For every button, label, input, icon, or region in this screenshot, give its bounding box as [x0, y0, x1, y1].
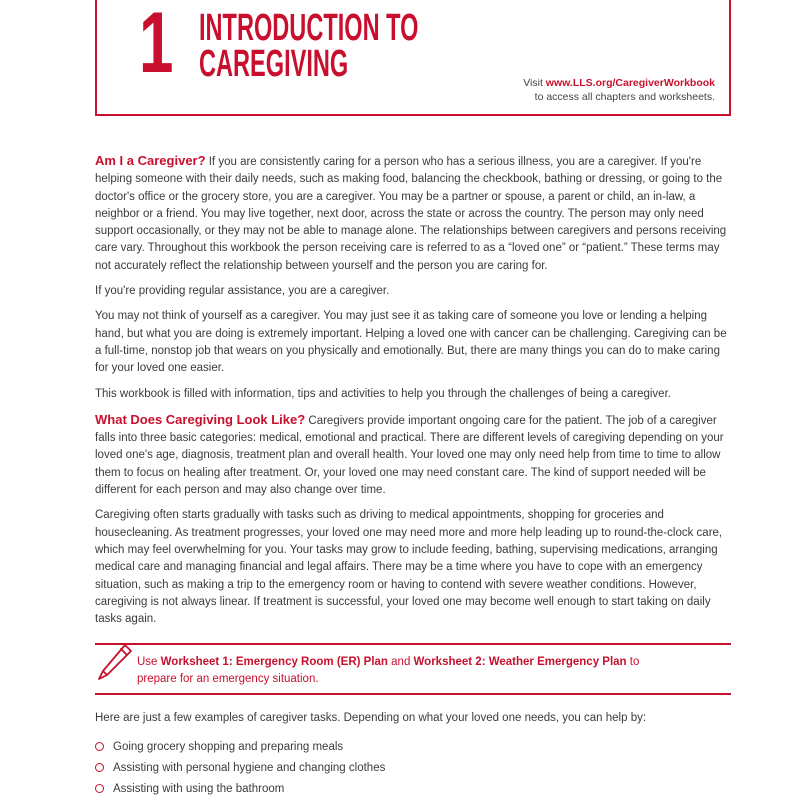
callout-middle: and [387, 656, 414, 668]
chapter-number: 1 [139, 0, 174, 91]
worksheet-2-link[interactable]: Worksheet 2: Weather Emergency Plan [413, 656, 627, 668]
visit-suffix: to access all chapters and worksheets. [534, 91, 715, 103]
chapter-title-line2: CAREGIVING [199, 43, 349, 85]
visit-prefix: Visit [523, 77, 546, 89]
paragraph-what-does-caregiving [95, 411, 735, 499]
paragraph-regular-assistance: If you're providing regular assistance, you are a caregiver. [95, 285, 390, 298]
list-item [95, 758, 385, 779]
worksheet-1-link[interactable]: Worksheet 1: Emergency Room (ER) Plan [160, 656, 388, 668]
paragraph-text: Caregivers provide important ongoing care for the patient. The job of a caregiver falls into three basic categories: medical, emotional and practical. There are different levels of caregiving depending on your loved one's age, diagnosis, treatment plan and overall health. Your loved one may only need help from time to time to allow them to focus on healing after treatment. Or, your loved one may need constant care. The kind of support needed will be different for each person and may also change over time. [95, 414, 724, 497]
section-heading-what-does-caregiving: What Does Caregiving Look Like? [95, 411, 306, 427]
callout-prefix: Use [137, 656, 161, 668]
chapter-title [199, 7, 419, 85]
paragraph-workbook-filled: This workbook is filled with information, tips and activities to help you through the challenges of being a caregiver. [95, 387, 671, 400]
paragraph-not-think-caregiver: You may not think of yourself as a caregiver. You may just see it as taking care of someone you love or lending a helping hand, but what you are doing is extremely important. Helping a loved one with cancer can be challenging. Caregiving can be a full-time, nonstop job that wears on you physically and emotionally. But, there are many things you can do to make caring for your loved one easier. [95, 310, 727, 375]
chapter-title-line1: INTRODUCTION TO [199, 7, 419, 49]
list-item-text: Assisting with using the bathroom [113, 783, 285, 795]
callout-suffix: to prepare for an emergency situation. [137, 656, 640, 685]
worksheet-callout [95, 643, 731, 695]
list-item-text: Assisting with personal hygiene and changing clothes [113, 762, 386, 774]
list-item [95, 779, 385, 800]
tasks-intro: Here are just a few examples of caregiver tasks. Depending on what your loved one needs, you can help by: [95, 712, 647, 724]
callout-text [137, 654, 657, 688]
task-list [95, 737, 385, 800]
circle-bullet-icon [95, 763, 104, 772]
list-item-text: Going grocery shopping and preparing meals [113, 741, 344, 753]
paragraph-am-i-caregiver [95, 152, 735, 275]
paragraph-caregiving-starts: Caregiving often starts gradually with tasks such as driving to medical appointments, shopping for groceries and housecleaning. As treatment progresses, your loved one may need more and more help leading up to round-the-clock care, which may feel overwhelming for you. Your tasks may grow to include feeding, bathing, supervising medications, arranging medical care and managing financial and legal affairs. There may be a time where you have to cope with an emergency situation, such as making a trip to the emergency room or having to contend with severe weather conditions. However, caregiving is not always linear. If treatment is successful, your loved one may become well enough to start taking on daily tasks again. [95, 509, 723, 626]
circle-bullet-icon [95, 742, 104, 751]
circle-bullet-icon [95, 784, 104, 793]
chapter-header [95, 0, 731, 116]
workbook-link[interactable]: www.LLS.org/CaregiverWorkbook [545, 77, 715, 89]
main-content [95, 152, 735, 636]
visit-note [523, 76, 715, 104]
paragraph-text: If you are consistently caring for a person who has a serious illness, you are a caregiver. If you're helping someone with their daily needs, such as making food, balancing the checkbook, bathing or dressing, or going to the doctor's office or the grocery store, you are a caregiver. You may be a partner or spouse, a parent or child, an in-law, a neighbor or a friend. You may live together, next door, across the state or across the country. The person may only need support occasionally, or they may not be able to manage alone. The relationships between caregivers and persons receiving care vary. Throughout this workbook the person receiving care is referred to as a “loved one” or “patient.” These terms may not accurately reflect the relationship between yourself and the person you are caring for. [95, 156, 727, 272]
list-item [95, 737, 385, 758]
pencil-icon [95, 641, 135, 685]
section-heading-am-i-caregiver: Am I a Caregiver? [95, 153, 206, 168]
